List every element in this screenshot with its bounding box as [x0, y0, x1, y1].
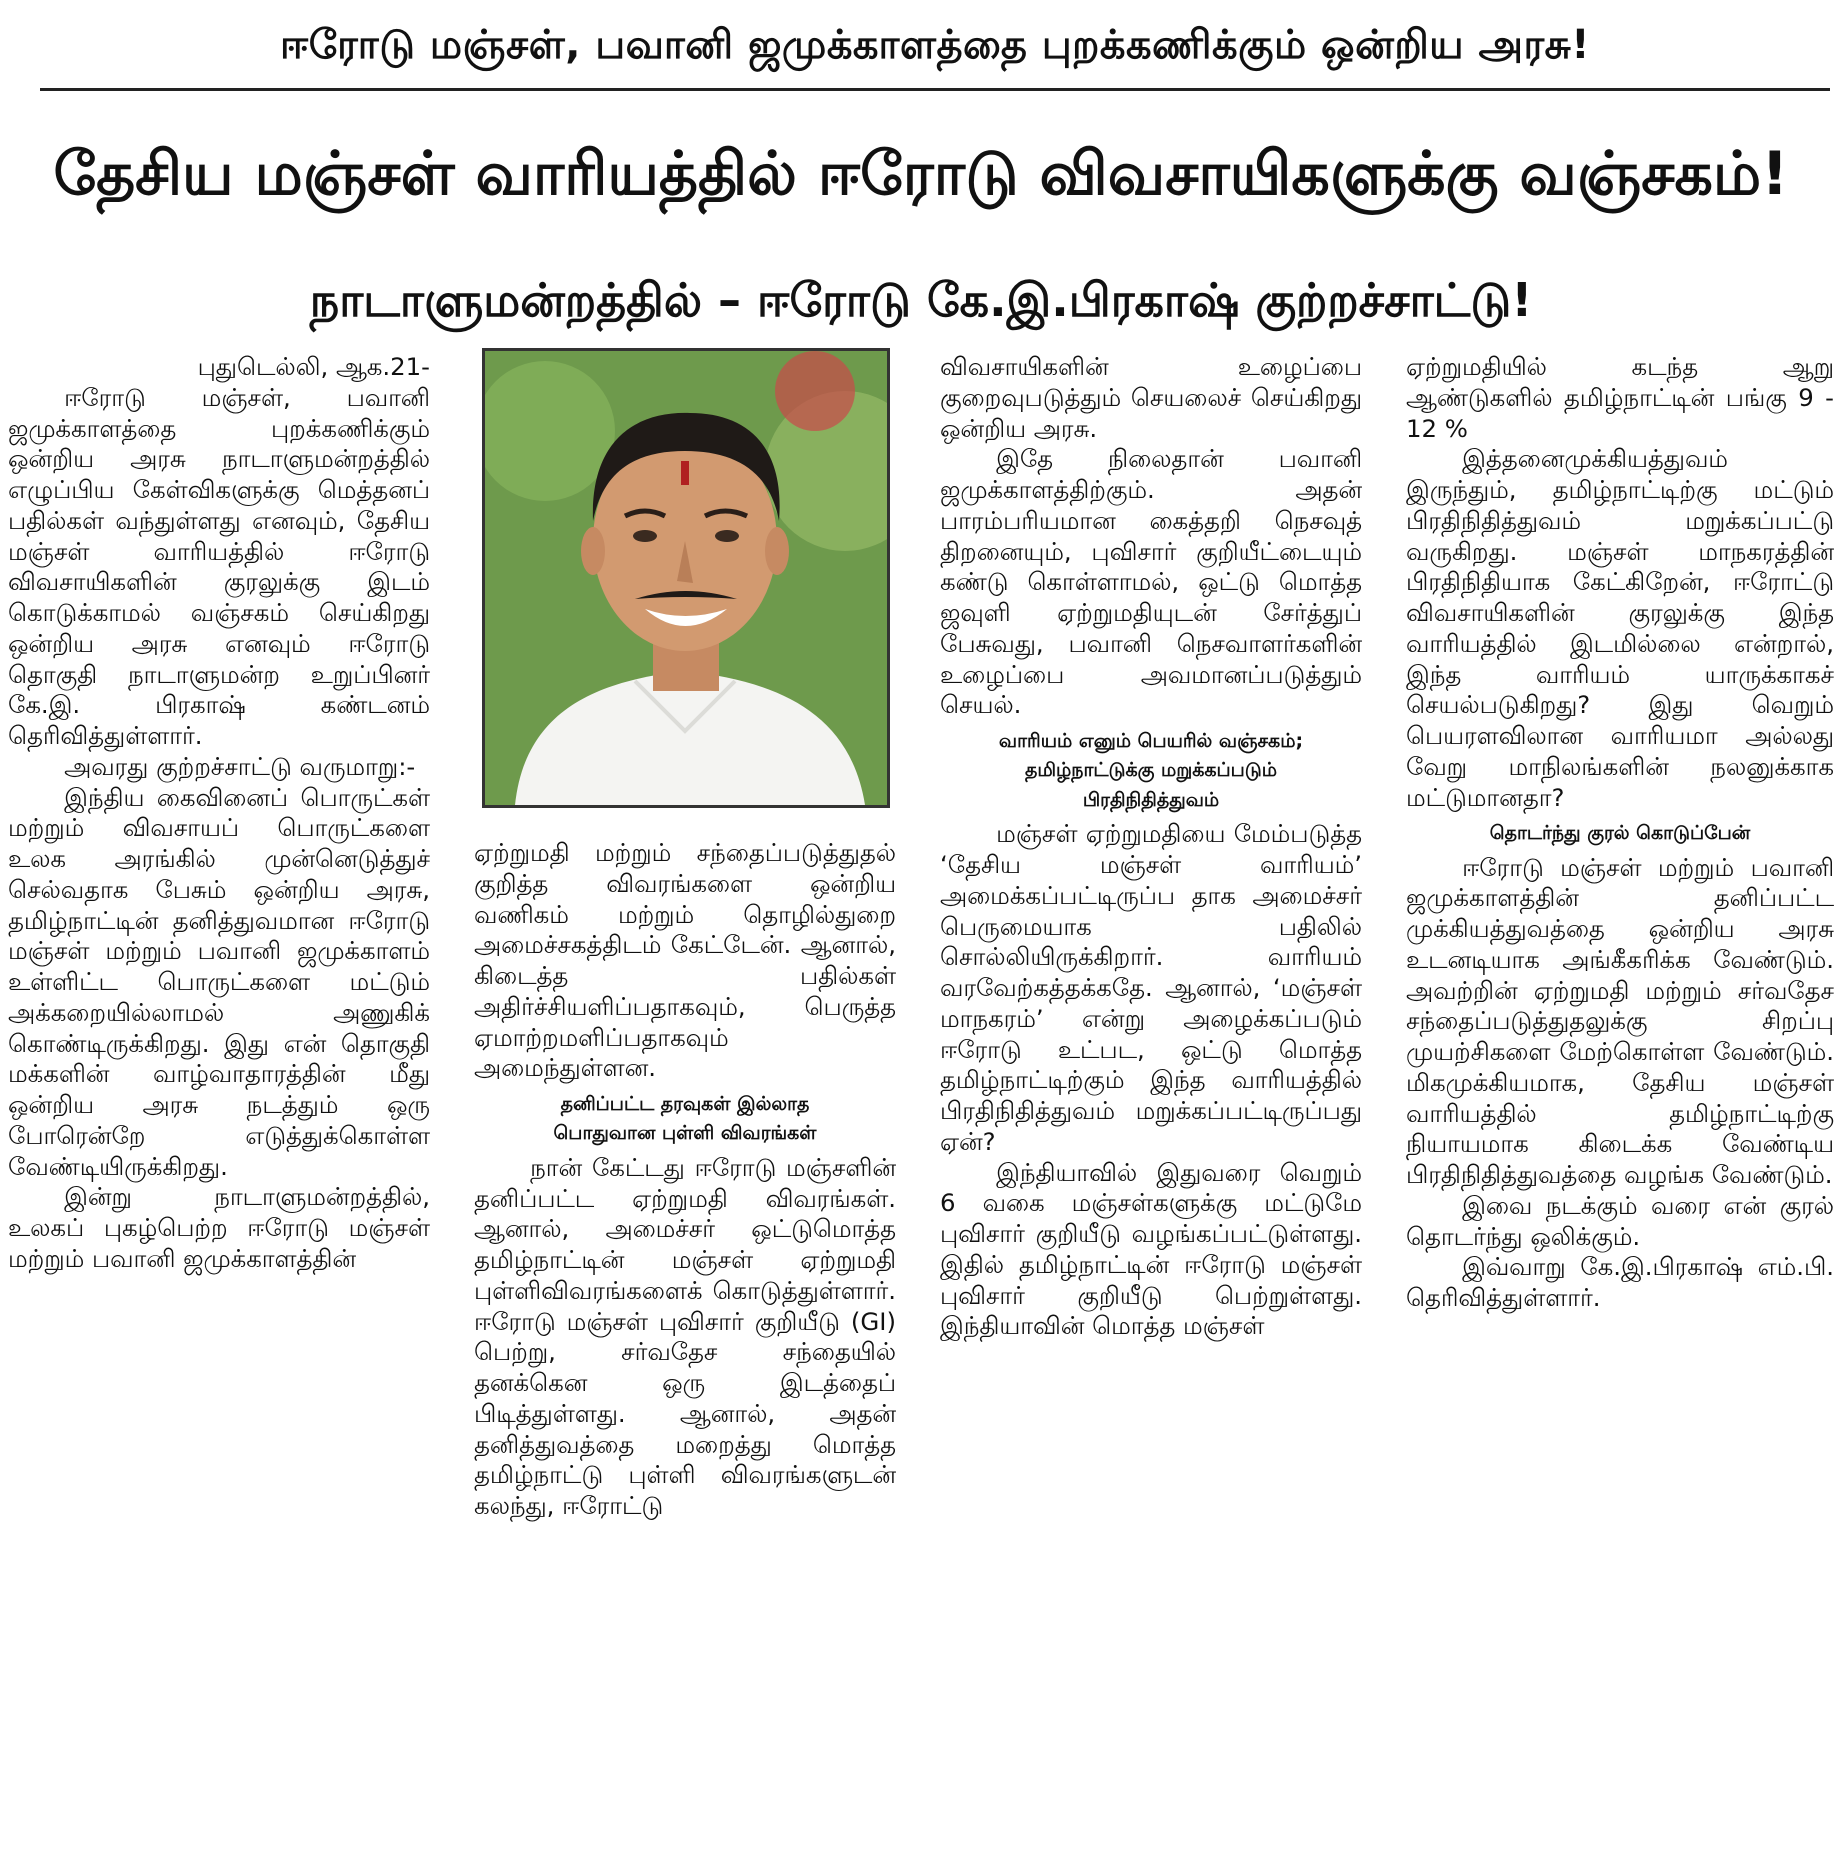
section-subheading-3: தொடர்ந்து குரல் கொடுப்பேன்	[1489, 822, 1751, 845]
paragraph-10: இந்தியாவில் இதுவரை வெறும் 6 வகை மஞ்சள்களுக்கு மட்டுமே புவிசார் குறியீடு வழங்கப்பட்டுள்ளது. இதில் தமிழ்நாட்டின் ஈரோடு மஞ்சள் புவிசார் குறியீடு பெற்றுள்ளது. இந்தியாவின் மொத்த மஞ்சள்	[940, 1157, 1362, 1341]
section-subheading-1-line-2: பொதுவான புள்ளி விவரங்கள்	[553, 1122, 817, 1145]
section-subheading-1-line-1: தனிப்பட்ட தரவுகள் இல்லாத	[560, 1093, 810, 1115]
section-subheading-2-line-3: பிரதிநிதித்துவம்	[1082, 788, 1220, 811]
paragraph-2: அவரது குற்றச்சாட்டு வருமாறு:-	[64, 751, 416, 781]
paragraph-1: ஈரோடு மஞ்சள், பவானி ஜமுக்காளத்தை புறக்கணிக்கும் ஒன்றிய அரசு நாடாளுமன்றத்தில் எழுப்பிய கேள்விகளுக்கு மெத்தனப் பதில்கள் வந்துள்ளது எனவும், தேசிய மஞ்சள் வாரியத்தில் ஈரோடு விவசாயிகளின் குரலுக்கு இடம் கொடுக்காமல் வஞ்சகம் செய்கிறது ஒன்றிய அரசு எனவும் ஈரோடு தொகுதி நாடாளுமன்ற உறுப்பினர் கே.இ. பிரகாஷ் கண்டனம் தெரிவித்துள்ளார்.	[8, 382, 430, 750]
article-column-4	[1406, 352, 1834, 1842]
section-subheading-2	[940, 727, 1362, 815]
paragraph-7: விவசாயிகளின் உழைப்பை குறைவுபடுத்தும் செயலைச் செய்கிறது ஒன்றிய அரசு.	[940, 352, 1362, 443]
sub-headline: நாடாளுமன்றத்தில் – ஈரோடு கே.இ.பிரகாஷ் குற்றச்சாட்டு!	[309, 272, 1533, 327]
portrait-illustration	[485, 351, 887, 805]
section-subheading-1	[474, 1090, 896, 1149]
kicker-headline: ஈரோடு மஞ்சள், பவானி ஜமுக்காளத்தை புறக்கணிக்கும் ஒன்றிய அரசு!	[40, 6, 1830, 91]
article-column-2	[474, 838, 896, 1842]
paragraph-5: ஏற்றுமதி மற்றும் சந்தைப்படுத்துதல் குறித்த விவரங்களை ஒன்றிய வணிகம் மற்றும் தொழில்துறை அமைச்சகத்திடம் கேட்டேன். ஆனால், கிடைத்த பதில்கள் அதிர்ச்சியளிப்பதாகவும், பெருத்த ஏமாற்றமளிப்பதாகவும் அமைந்துள்ளன.	[474, 838, 896, 1083]
paragraph-12: இத்தனைமுக்கியத்துவம் இருந்தும், தமிழ்நாட்டிற்கு மட்டும் பிரதிநிதித்துவம் மறுக்கப்பட்டு வருகிறது. மஞ்சள் மாநகரத்தின் பிரதிநிதியாக கேட்கிறேன், ஈரோட்டு விவசாயிகளின் குரலுக்கு இந்த வாரியத்தில் இடமில்லை என்றால், இந்த வாரியம் யாருக்காகச் செயல்படுகிறது? இது வெறும் பெயரளவிலான வாரியமா அல்லது வேறு மாநிலங்களின் நலனுக்காக மட்டுமானதா?	[1406, 444, 1834, 812]
section-subheading-2-line-1: வாரியம் எனும் பெயரில் வஞ்சகம்;	[998, 730, 1304, 752]
paragraph-9: மஞ்சள் ஏற்றுமதியை மேம்படுத்த ‘தேசிய மஞ்சள் வாரியம்’ அமைக்கப்பட்டிருப்ப தாக அமைச்சர் பெருமையாக பதிலில் சொல்லியிருக்கிறார். வாரியம் வரவேற்கத்தக்கதே. ஆனால், ‘மஞ்சள் மாநகரம்’ என்று அழைக்கப்படும் ஈரோடு உட்பட, ஒட்டு மொத்த தமிழ்நாட்டிற்கும் இந்த வாரியத்தில் பிரதிநிதித்துவம் மறுக்கப்பட்டிருப்பது ஏன்?	[940, 819, 1362, 1156]
paragraph-11: ஏற்றுமதியில் கடந்த ஆறு ஆண்டுகளில் தமிழ்நாட்டின் பங்கு 9 - 12 %	[1406, 352, 1834, 443]
paragraph-3: இந்திய கைவினைப் பொருட்கள் மற்றும் விவசாயப் பொருட்களை உலக அரங்கில் முன்னெடுத்துச் செல்வதாக பேசும் ஒன்றிய அரசு, தமிழ்நாட்டின் தனித்துவமான ஈரோடு மஞ்சள் மற்றும் பவானி ஜமுக்காளம் உள்ளிட்ட பொருட்களை மட்டும் அக்கறையில்லாமல் அணுகிக் கொண்டிருக்கிறது. இது என் தொகுதி மக்களின் வாழ்வாதாரத்தின் மீது ஒன்றிய அரசு நடத்தும் ஒரு போரென்றே எடுத்துக்கொள்ள வேண்டியிருக்கிறது.	[8, 782, 430, 1181]
paragraph-8: இதே நிலைதான் பவானி ஜமுக்காளத்திற்கும். அதன் பாரம்பரியமான கைத்தறி நெசவுத் திறனையும், புவிசார் குறியீட்டையும் கண்டு கொள்ளாமல், ஒட்டு மொத்த ஜவுளி ஏற்றுமதியுடன் சேர்த்துப் பேசுவது, பவானி நெசவாளர்களின் உழைப்பை அவமானப்படுத்தும் செயல்.	[940, 444, 1362, 720]
main-headline: தேசிய மஞ்சள் வாரியத்தில் ஈரோடு விவசாயிகளுக்கு வஞ்சகம்!	[53, 139, 1789, 209]
paragraph-15: இவ்வாறு கே.இ.பிரகாஷ் எம்.பி. தெரிவித்துள்ளார்.	[1406, 1252, 1834, 1313]
section-subheading-2-line-2: தமிழ்நாட்டுக்கு மறுக்கப்படும்	[1024, 759, 1278, 782]
portrait-photo	[482, 348, 890, 808]
article-column-3	[940, 352, 1362, 1842]
article-column-1	[8, 352, 430, 1842]
paragraph-14: இவை நடக்கும் வரை என் குரல் தொடர்ந்து ஒலிக்கும்.	[1406, 1190, 1834, 1251]
paragraph-13: ஈரோடு மஞ்சள் மற்றும் பவானி ஜமுக்காளத்தின் தனிப்பட்ட முக்கியத்துவத்தை ஒன்றிய அரசு உடனடியாக அங்கீகரிக்க வேண்டும். அவற்றின் ஏற்றுமதி மற்றும் சர்வதேச சந்தைப்படுத்துதலுக்கு சிறப்பு முயற்சிகளை மேற்கொள்ள வேண்டும். மிகமுக்கியமாக, தேசிய மஞ்சள் வாரியத்தில் தமிழ்நாட்டிற்கு நியாயமாக கிடைக்க வேண்டிய பிரதிநிதித்துவத்தை வழங்க வேண்டும்.	[1406, 852, 1834, 1190]
dateline: புதுடெல்லி, ஆக.21-	[197, 352, 430, 381]
paragraph-6: நான் கேட்டது ஈரோடு மஞ்சளின் தனிப்பட்ட ஏற்றுமதி விவரங்கள். ஆனால், அமைச்சர் ஒட்டுமொத்த தமிழ்நாட்டின் மஞ்சள் ஏற்றுமதி புள்ளிவிவரங்களைக் கொடுத்துள்ளார். ஈரோடு மஞ்சள் புவிசார் குறியீடு (GI) பெற்று, சர்வதேச சந்தையில் தனக்கென ஒரு இடத்தைப் பிடித்துள்ளது. ஆனால், அதன் தனித்துவத்தை மறைத்து மொத்த தமிழ்நாட்டு புள்ளி விவரங்களுடன் கலந்து, ஈரோட்டு	[474, 1152, 896, 1521]
paragraph-4: இன்று நாடாளுமன்றத்தில், உலகப் புகழ்பெற்ற ஈரோடு மஞ்சள் மற்றும் பவானி ஜமுக்காளத்தின்	[8, 1182, 430, 1273]
